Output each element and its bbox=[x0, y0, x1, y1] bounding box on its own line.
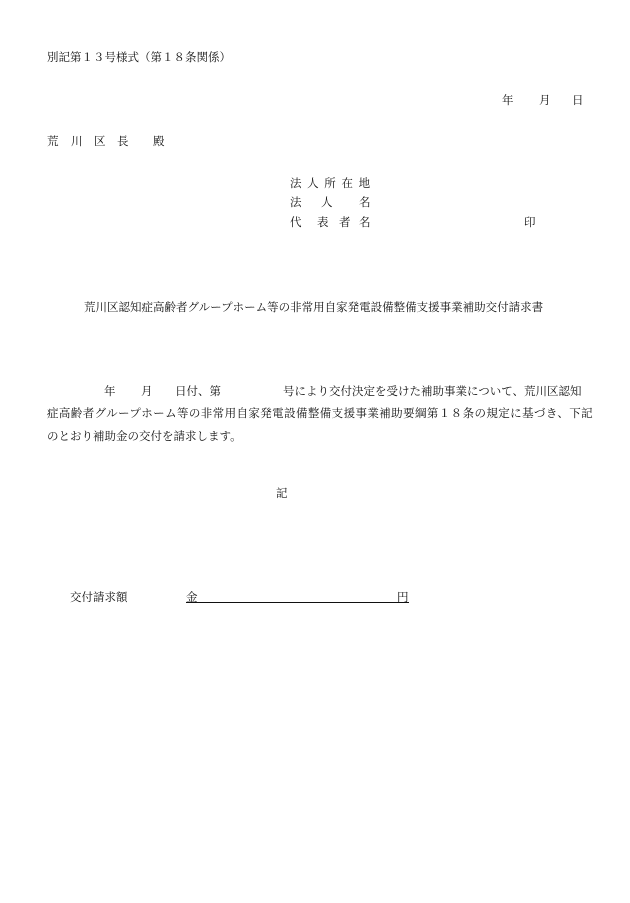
address-label: 法 人 所 在 地 bbox=[290, 176, 371, 190]
rep-label-char: 代 bbox=[290, 215, 302, 229]
body-day-ref: 日付、第 bbox=[175, 384, 221, 398]
addressee-char: 長 bbox=[117, 134, 129, 148]
rep-label-char: 表 bbox=[317, 215, 329, 229]
name-label-char: 人 bbox=[321, 195, 333, 209]
form-number: 別記第１３号様式（第１８条関係） bbox=[47, 50, 231, 64]
name-label-char: 名 bbox=[359, 195, 371, 209]
addressee-honorific: 殿 bbox=[153, 134, 165, 148]
body-line2: 症高齢者グループホーム等の非常用自家発電設備整備支援事業補助要綱第１８条の規定に基づき、下記 bbox=[47, 406, 594, 420]
body-year: 年 bbox=[104, 384, 116, 398]
date-year: 年 bbox=[502, 93, 514, 107]
amount-label: 交付請求額 bbox=[70, 590, 128, 604]
rep-label-char: 名 bbox=[359, 215, 371, 229]
body-line3: のとおり補助金の交付を請求します。 bbox=[47, 429, 242, 443]
ki-heading: 記 bbox=[276, 486, 288, 500]
body-month: 月 bbox=[141, 384, 153, 398]
rep-label-char: 者 bbox=[339, 215, 351, 229]
body-line1-rest: 号により交付決定を受けた補助事業について、荒川区認知 bbox=[283, 384, 582, 398]
name-label-char: 法 bbox=[290, 195, 302, 209]
amount-input-line[interactable] bbox=[186, 602, 409, 603]
date-day: 日 bbox=[572, 93, 584, 107]
date-month: 月 bbox=[539, 93, 551, 107]
addressee-char: 川 bbox=[71, 134, 83, 148]
addressee-char: 荒 bbox=[47, 134, 59, 148]
seal-mark: 印 bbox=[524, 215, 536, 229]
addressee-char: 区 bbox=[94, 134, 106, 148]
amount-suffix: 円 bbox=[397, 590, 409, 604]
amount-prefix: 金 bbox=[186, 590, 198, 604]
document-title: 荒川区認知症高齢者グループホーム等の非常用自家発電設備整備支援事業補助交付請求書 bbox=[84, 300, 544, 314]
